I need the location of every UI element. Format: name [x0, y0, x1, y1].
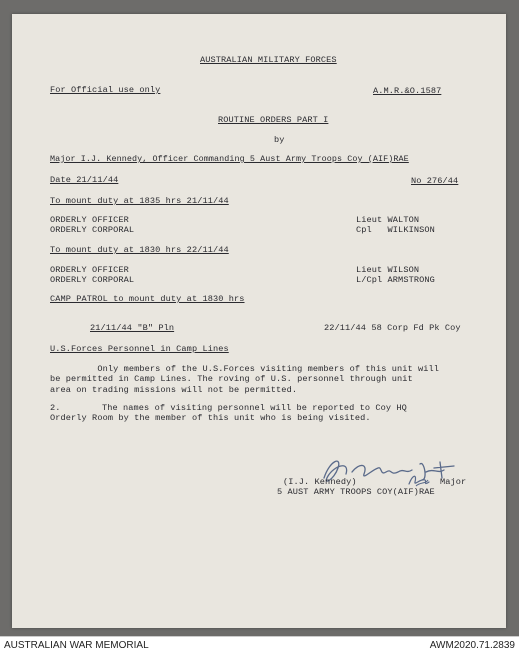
section-paragraph-2-number: 2. — [50, 403, 61, 413]
duty2-name1: Lieut WILSON — [356, 265, 420, 275]
duty1-role1: ORDERLY OFFICER — [50, 215, 129, 225]
signatory-rank: Major — [440, 477, 467, 487]
issuer-line: Major I.J. Kennedy, Officer Commanding 5 Aust Army Troops Coy (AIF)RAE — [50, 154, 409, 164]
accession-number: AWM2020.71.2839 — [429, 640, 515, 651]
order-date: Date 21/11/44 — [50, 175, 119, 185]
duty1-heading: To mount duty at 1835 hrs 21/11/44 — [50, 196, 229, 206]
document-heading: AUSTRALIAN MILITARY FORCES — [200, 55, 337, 65]
orders-title: ROUTINE ORDERS PART I — [218, 115, 329, 125]
duty2-role1: ORDERLY OFFICER — [50, 265, 129, 275]
order-number: No 276/44 — [411, 176, 459, 186]
duty1-role2: ORDERLY CORPORAL — [50, 225, 135, 235]
archive-source: AUSTRALIAN WAR MEMORIAL — [4, 640, 149, 651]
patrol-right: 22/11/44 58 Corp Fd Pk Coy — [324, 323, 461, 333]
patrol-left: 21/11/44 "B" Pln — [90, 323, 175, 333]
section-heading: U.S.Forces Personnel in Camp Lines — [50, 344, 229, 354]
handwritten-initials — [407, 472, 431, 488]
duty2-name2: L/Cpl ARMSTRONG — [356, 275, 435, 285]
section-paragraph-2: The names of visiting personnel will be reported to Coy HQ Orderly Room by the member of this unit who is being visited. — [50, 403, 407, 424]
patrol-heading: CAMP PATROL to mount duty at 1830 hrs — [50, 294, 245, 304]
duty2-role2: ORDERLY CORPORAL — [50, 275, 135, 285]
archive-footer — [0, 636, 519, 654]
document-sheet — [12, 14, 506, 628]
classification-note: For Official use only — [50, 85, 161, 95]
section-paragraph-1: Only members of the U.S.Forces visiting members of this unit will be permitted in Camp Lines. The roving of U.S. personnel through unit area on trading missions will not be permitted. — [50, 364, 440, 395]
duty2-heading: To mount duty at 1830 hrs 22/11/44 — [50, 245, 229, 255]
duty1-name2: Cpl WILKINSON — [356, 225, 435, 235]
signatory-name: (I.J. Kennedy) — [283, 477, 357, 487]
signatory-unit: 5 AUST ARMY TROOPS COY(AIF)RAE — [277, 487, 435, 497]
by-label: by — [274, 135, 285, 145]
form-reference: A.M.R.&O.1587 — [373, 86, 442, 96]
duty1-name1: Lieut WALTON — [356, 215, 420, 225]
